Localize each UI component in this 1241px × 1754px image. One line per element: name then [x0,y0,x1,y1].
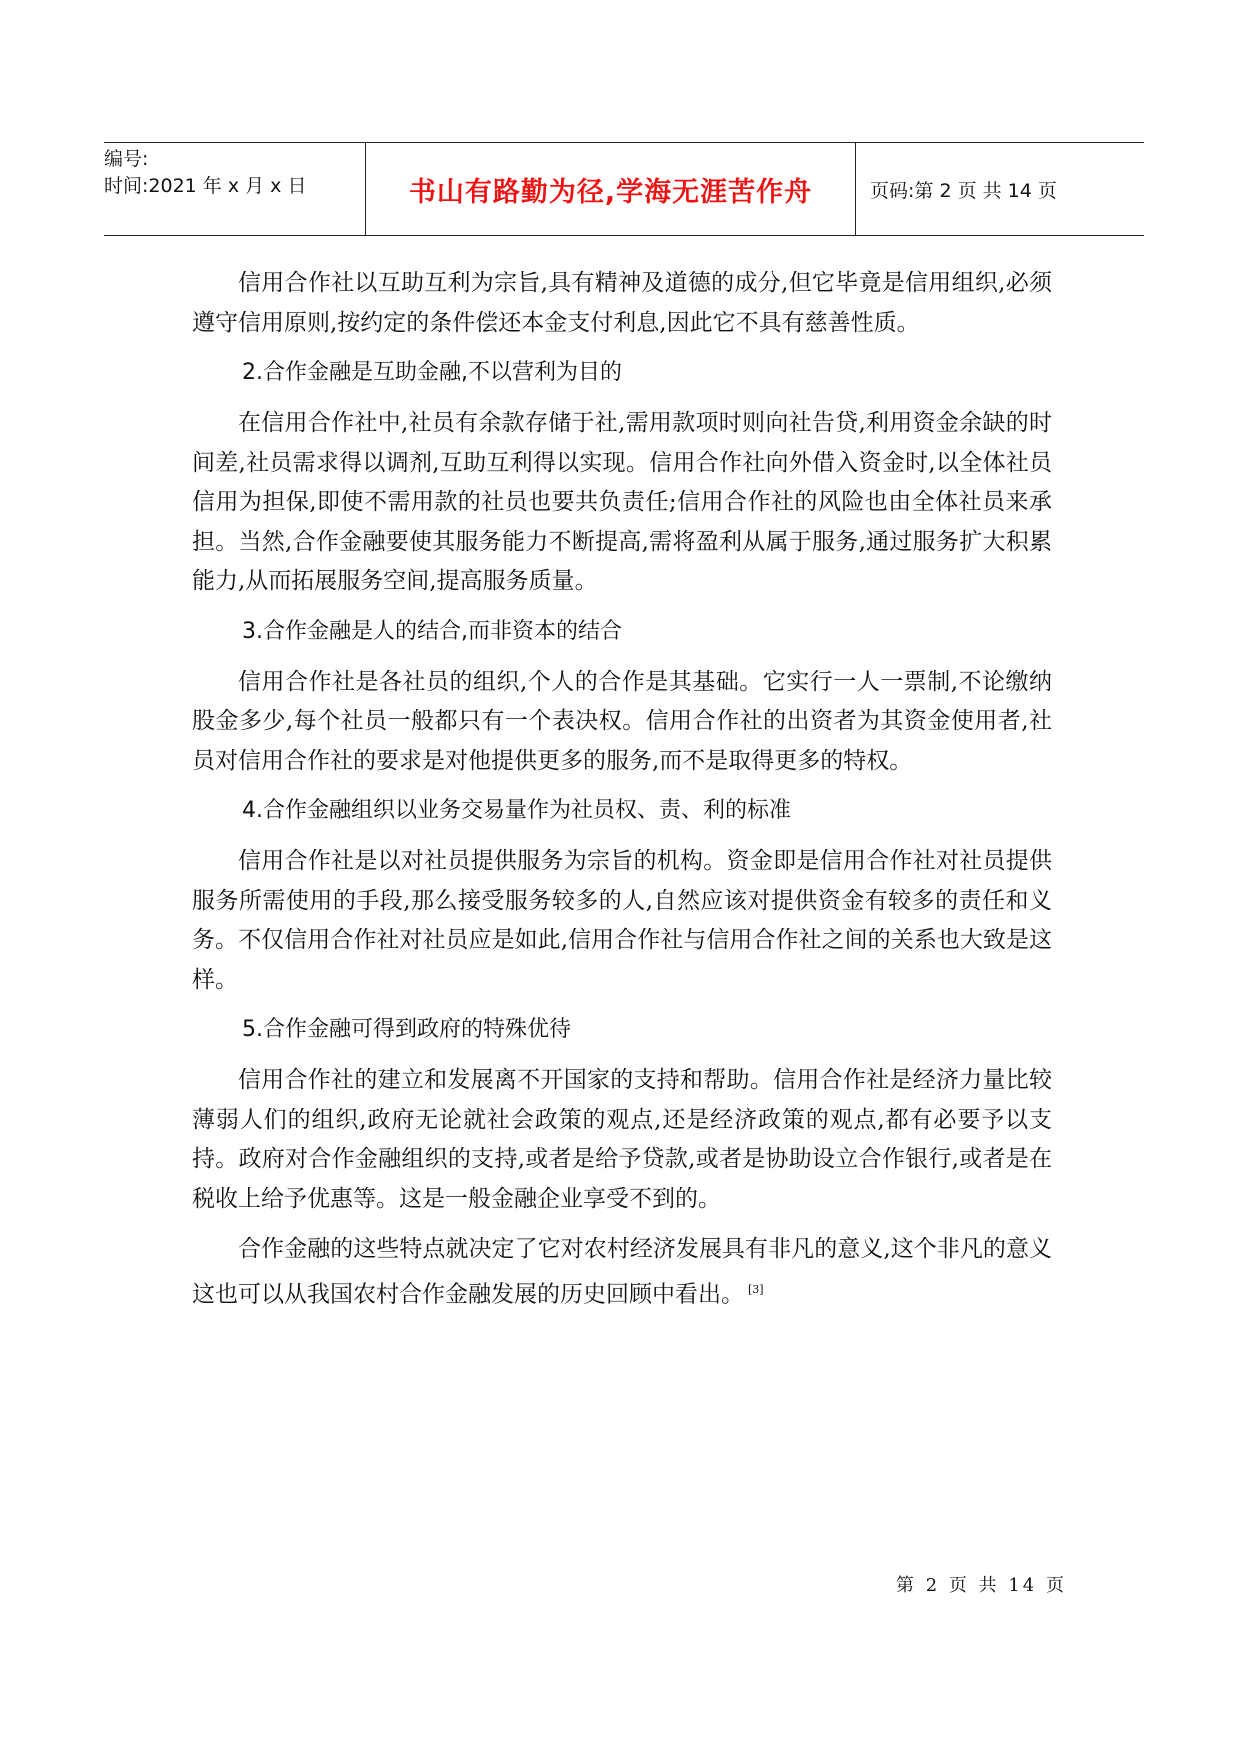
page-footer: 第 2 页 共 14 页 [896,1575,1067,1596]
header-page-number: 页码:第 2 页 共 14 页 [870,179,1057,202]
document-body [192,264,1052,1326]
section-heading-5: 5.合作金融可得到政府的特殊优待 [242,1017,571,1042]
section-heading-3: 3.合作金融是人的结合,而非资本的结合 [242,618,622,644]
document-number-label: 编号: [104,148,149,170]
section-heading-2: 2.合作金融是互助金融,不以营利为目的 [242,360,622,385]
paragraph-6-text: 合作金融的这些特点就决定了它对农村经济发展具有非凡的意义,这个非凡的意义这也可以从我国农村合作金融发展的历史回顾中看出。 [192,1236,1052,1308]
paragraph-4: 信用合作社是以对社员提供服务为宗旨的机构。资金即是信用合作社对社员提供服务所需使用的手段,那么接受服务较多的人,自然应该对提供资金有较多的责任和义务。不仅信用合作社对社员应是如此,信用合作社与信用合作社之间的关系也大致是这样。 [192,848,1052,993]
paragraph-1: 信用合作社以互助互利为宗旨,具有精神及道德的成分,但它毕竟是信用组织,必须遵守信用原则,按约定的条件偿还本金支付利息,因此它不具有慈善性质。 [192,270,1052,336]
paragraph-3: 信用合作社是各社员的组织,个人的合作是其基础。它实行一人一票制,不论缴纳股金多少,每个社员一般都只有一个表决权。信用合作社的出资者为其资金使用者,社员对信用合作社的要求是对他提供更多的服务,而不是取得更多的特权。 [192,668,1052,774]
document-date: 时间:2021 年 x 月 x 日 [104,175,307,197]
page-header [104,142,1144,236]
citation-reference[interactable]: [3] [748,1282,764,1296]
paragraph-5: 信用合作社的建立和发展离不开国家的支持和帮助。信用合作社是经济力量比较薄弱人们的组织,政府无论就社会政策的观点,还是经济政策的观点,都有必要予以支持。政府对合作金融组织的支持,或者是给予贷款,或者是协助设立合作银行,或者是在税收上给予优惠等。这是一般金融企业享受不到的。 [192,1067,1052,1212]
paragraph-6 [192,1230,1052,1315]
header-meta [104,143,366,235]
header-motto: 书山有路勤为径,学海无涯苦作舟 [366,143,856,235]
section-heading-4: 4.合作金融组织以业务交易量作为社员权、责、利的标准 [242,798,791,823]
paragraph-2: 在信用合作社中,社员有余款存储于社,需用款项时则向社告贷,利用资金余缺的时间差,社员需求得以调剂,互助互利得以实现。信用合作社向外借入资金时,以全体社员信用为担保,即使不需用款的社员也要共负责任;信用合作社的风险也由全体社员来承担。当然,合作金融要使其服务能力不断提高,需将盈利从属于服务,通过服务扩大积累能力,从而拓展服务空间,提高服务质量。 [192,410,1052,594]
